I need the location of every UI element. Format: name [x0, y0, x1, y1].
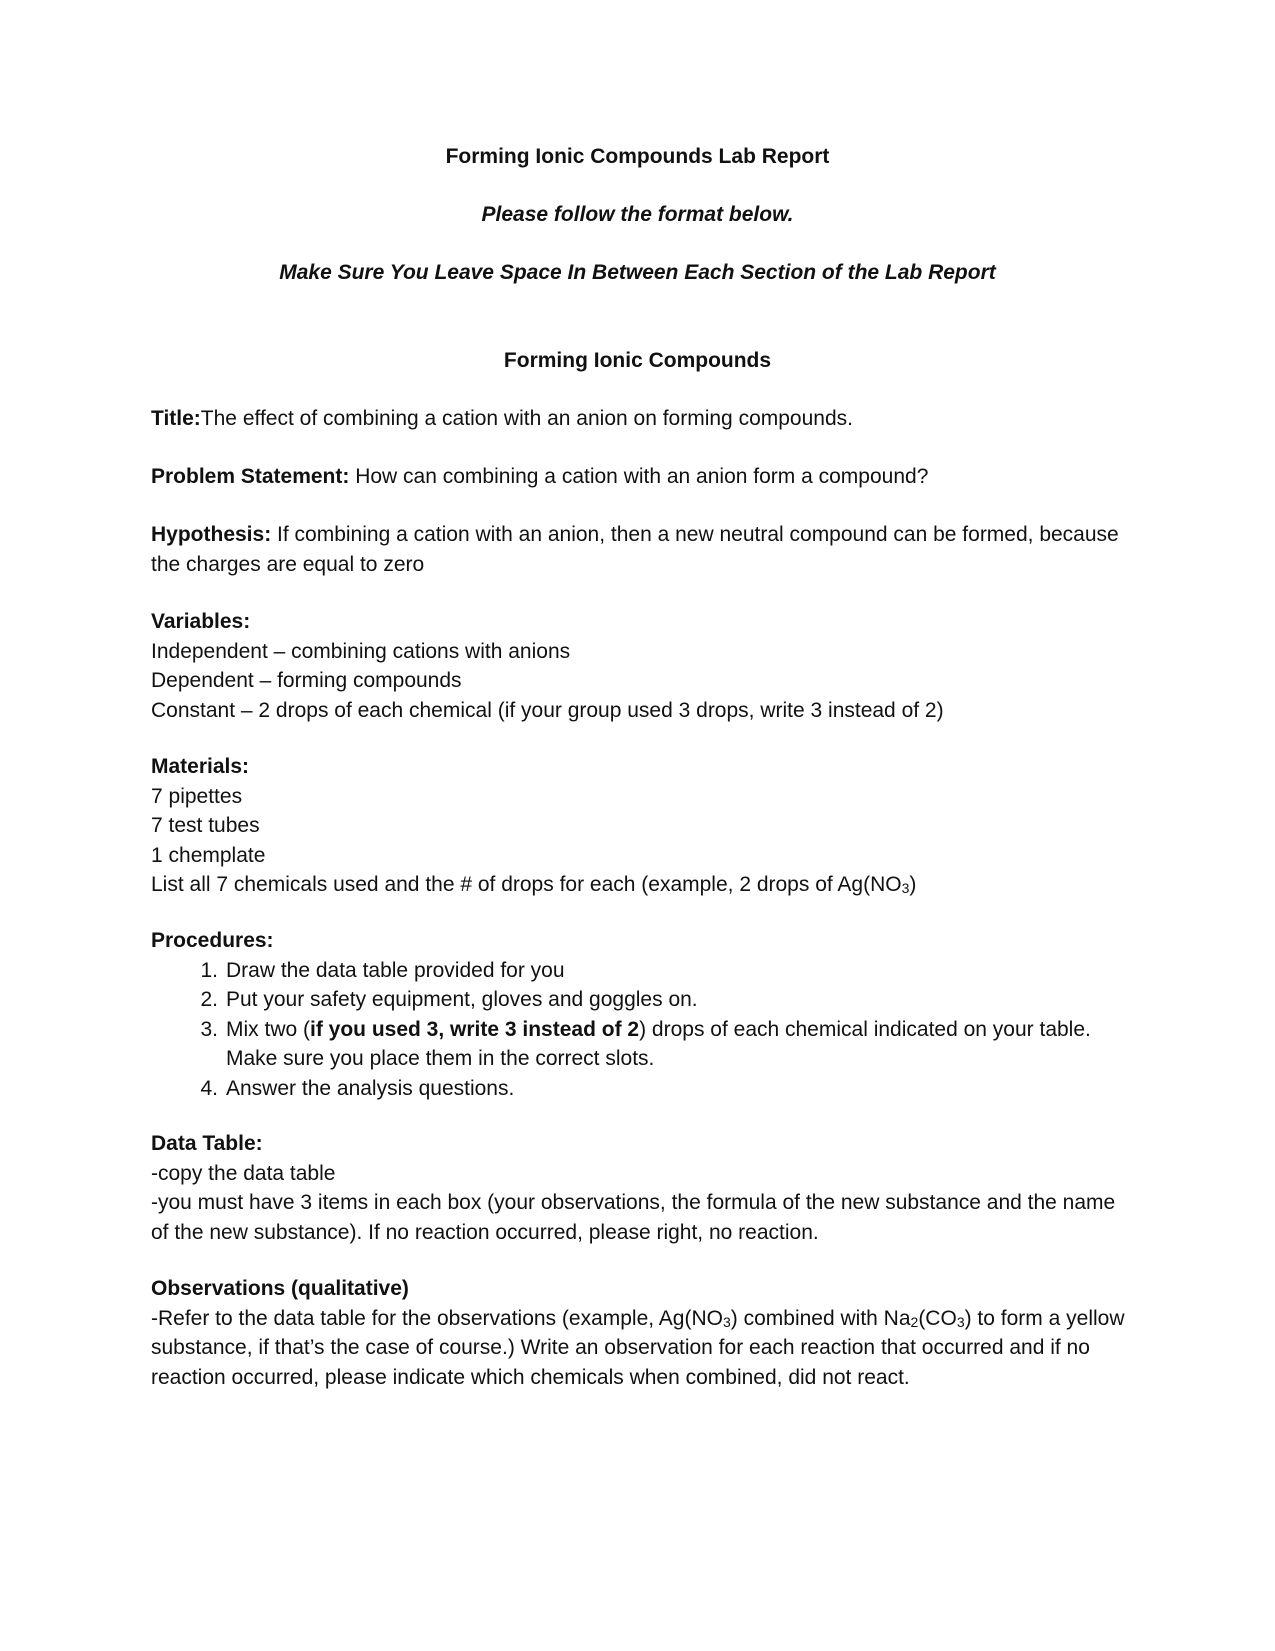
- observations-text: -Refer to the data table for the observations (example, $Ag(NO_3)$ combined with $Na_2(CO_3)$ to form a yellow substance, if that’s the case of course.) Write an observation for each reaction that occurred and if no reaction occurred, please indicate which chemicals when combined, did not react.: [151, 1306, 1125, 1389]
- variable-independent: Independent – combining cations with anions: [151, 639, 571, 663]
- procedures-section: [151, 926, 1131, 1103]
- hypothesis-section: [151, 520, 1131, 579]
- variables-label: Variables:: [151, 610, 251, 633]
- procedures-list: [151, 956, 1131, 1104]
- data-table-section: [151, 1129, 1131, 1247]
- problem-text: How can combining a cation with an anion form a compound?: [349, 465, 929, 488]
- procedure-step: 2. Put your safety equipment, gloves and goggles on.: [200, 988, 698, 1011]
- problem-label: Problem Statement:: [151, 465, 350, 488]
- title-text: The effect of combining a cation with an anion on forming compounds.: [200, 407, 853, 430]
- report-title: Forming Ionic Compounds: [503, 349, 772, 372]
- variables-section: [151, 607, 1131, 725]
- data-table-line: -you must have 3 items in each box (your observations, the formula of the new substance and the name of the new substance). If no reaction occurred, please right, no reaction.: [151, 1191, 1116, 1244]
- variable-constant: Constant – 2 drops of each chemical (if your group used 3 drops, write 3 instead of 2): [151, 698, 944, 722]
- data-table-line: -copy the data table: [151, 1161, 336, 1185]
- material-item: 1 chemplate: [151, 843, 266, 867]
- procedure-step: 4. Answer the analysis questions.: [200, 1076, 515, 1100]
- procedure-step: 1. Draw the data table provided for you: [200, 958, 565, 982]
- materials-label: Materials:: [151, 755, 250, 778]
- spacing-instruction: Make Sure You Leave Space In Between Each Section of the Lab Report: [279, 261, 996, 284]
- materials-chemicals-instruction: List all 7 chemicals used and the # of drops for each (example, 2 drops of $Ag(NO_3)$: [151, 873, 917, 896]
- hypothesis-label: Hypothesis:: [151, 523, 272, 546]
- format-instruction: Please follow the format below.: [481, 203, 794, 226]
- material-item: 7 pipettes: [151, 784, 243, 808]
- observations-label: Observations (qualitative): [151, 1277, 409, 1300]
- procedures-label: Procedures:: [151, 929, 274, 952]
- procedure-step: 3. Mix two (if you used 3, write 3 instead of 2) drops of each chemical indicated on your table. Make sure you place them in the correct slots.: [200, 1017, 1091, 1070]
- variable-dependent: Dependent – forming compounds: [151, 669, 462, 692]
- hypothesis-text: If combining a cation with an anion, then a new neutral compound can be formed, because the charges are equal to zero: [151, 523, 1119, 576]
- materials-section: [151, 752, 1131, 900]
- observations-section: [151, 1274, 1131, 1392]
- data-table-label: Data Table:: [151, 1132, 263, 1155]
- document-title: Forming Ionic Compounds Lab Report: [445, 145, 830, 168]
- title-label: Title:: [151, 407, 201, 430]
- material-item: 7 test tubes: [151, 814, 260, 837]
- title-section: [151, 404, 1131, 434]
- problem-statement-section: [151, 462, 1131, 492]
